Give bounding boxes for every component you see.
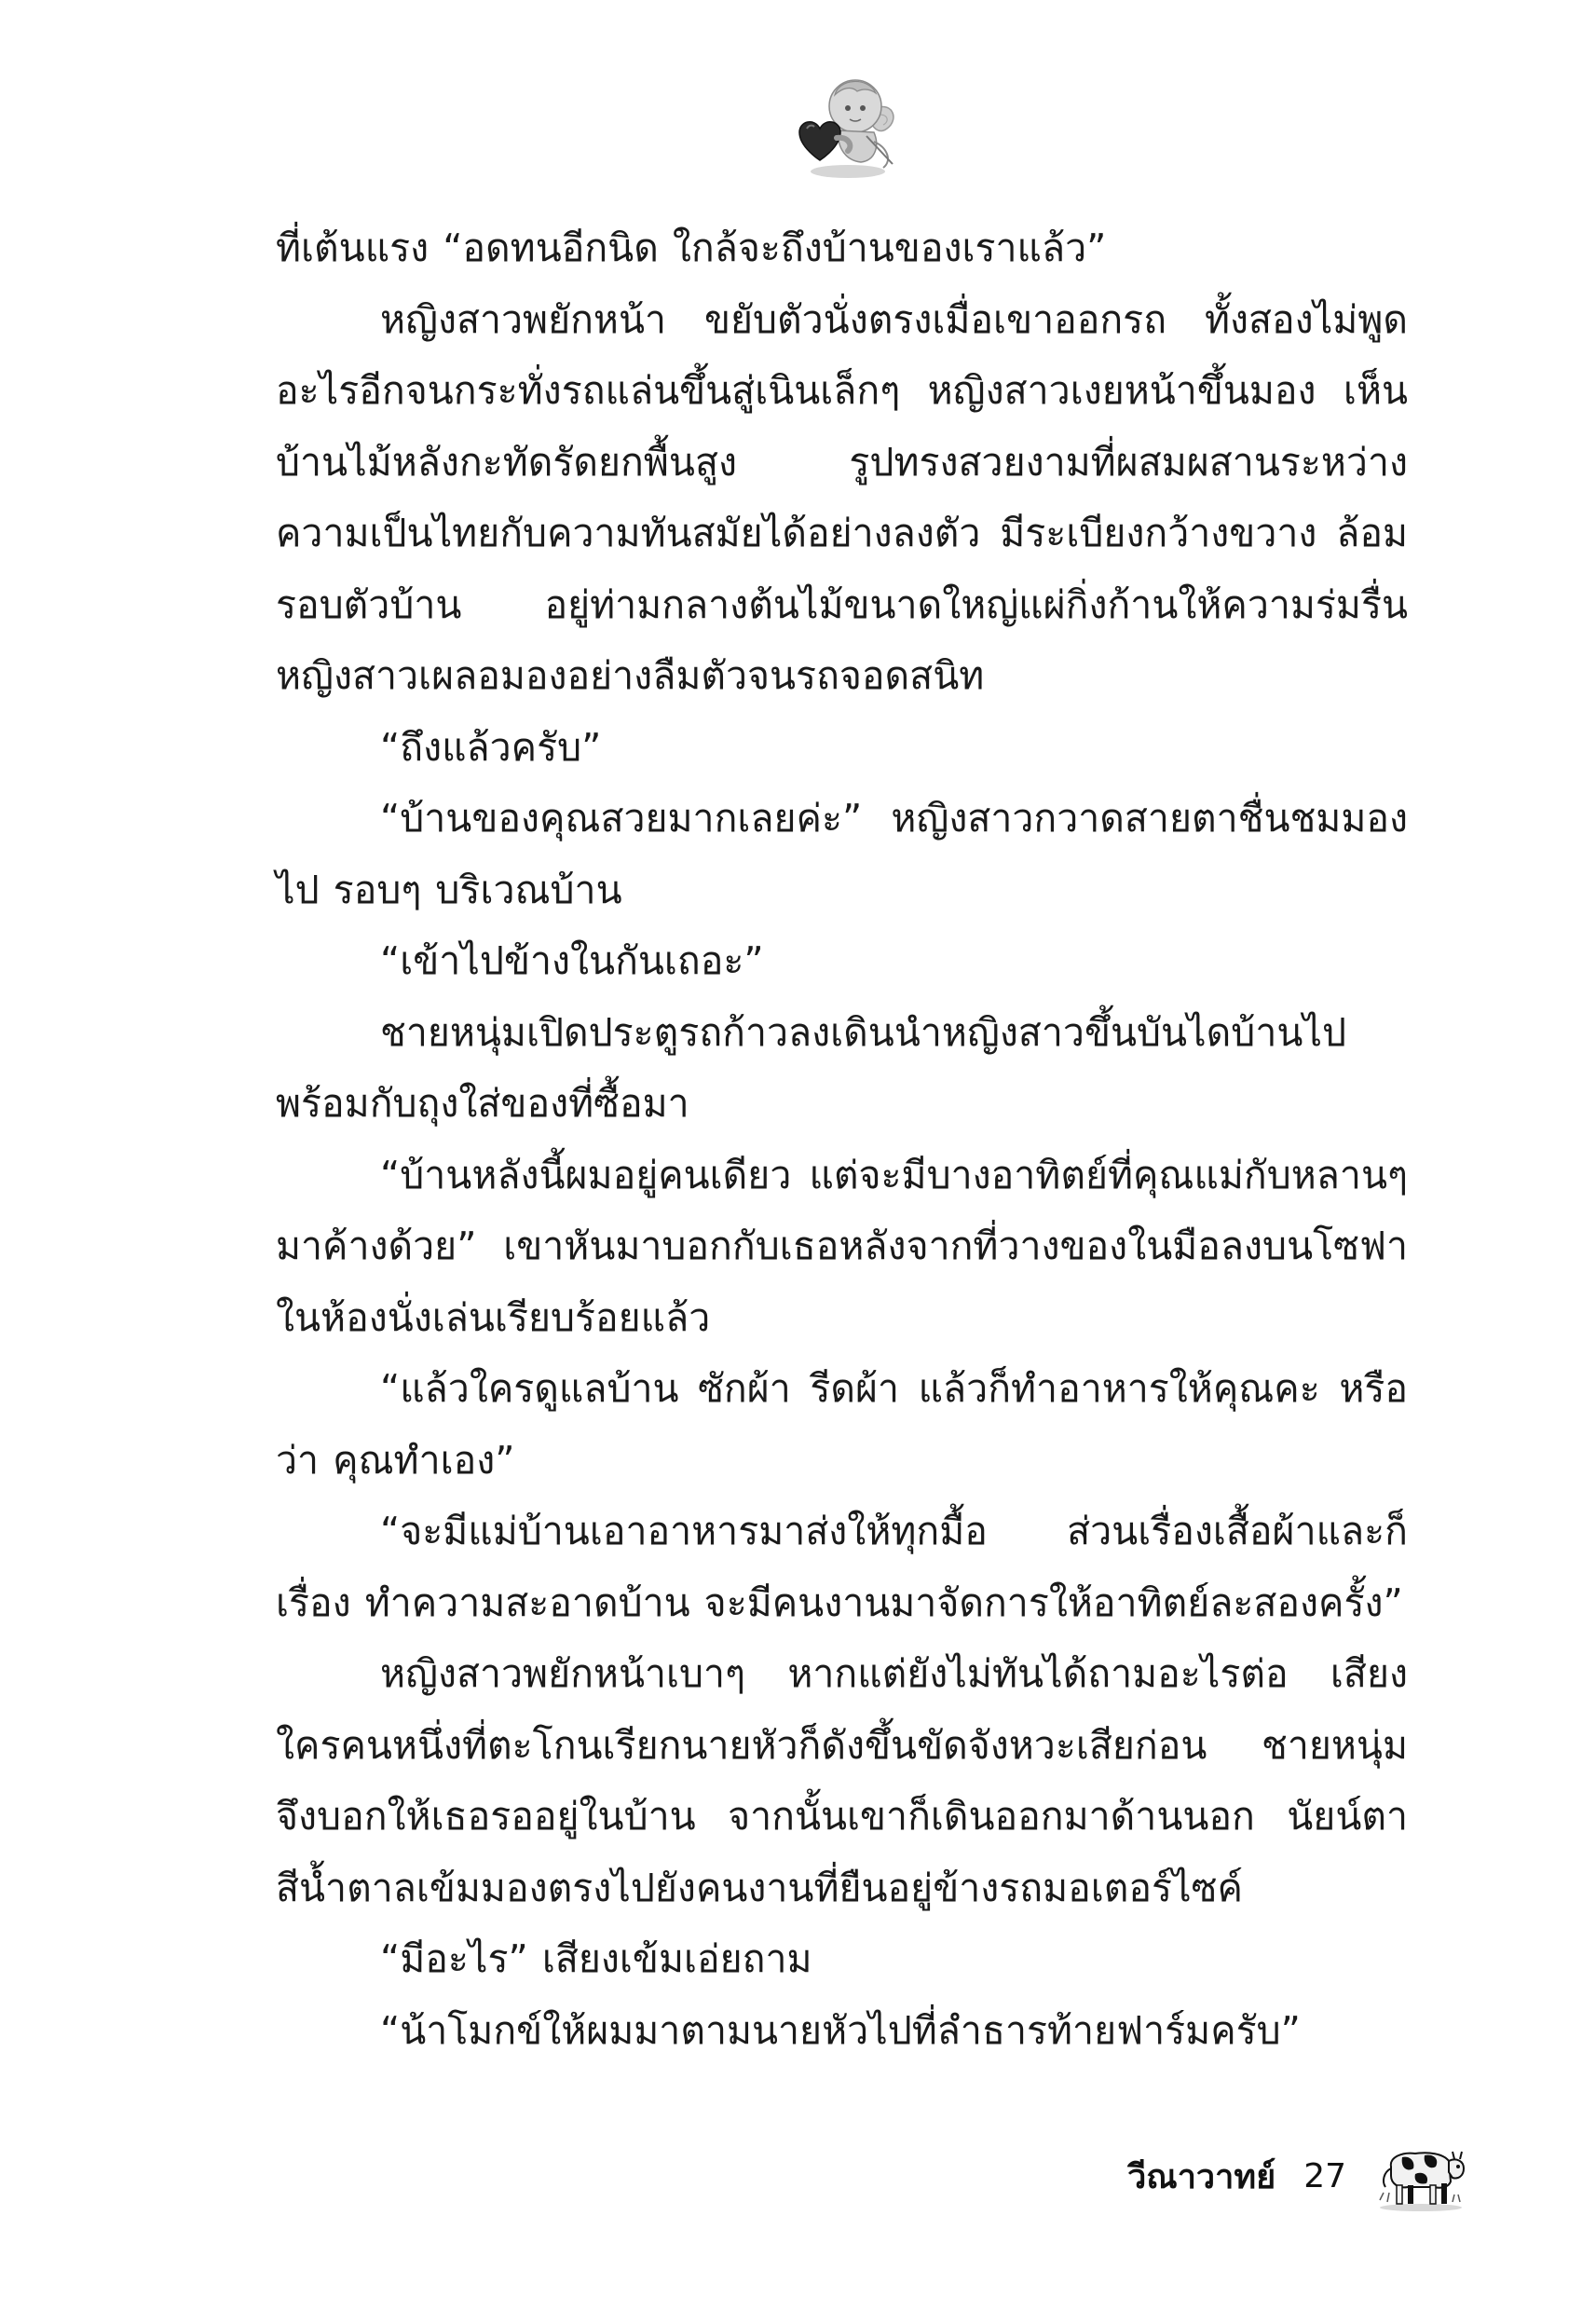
- paragraph: ชายหนุ่มเปิดประตูรถก้าวลงเดินนำหญิงสาวขึ้นบันไดบ้านไป พร้อมกับถุงใส่ของที่ซื้อมา: [276, 1009, 1347, 1126]
- paragraph: หญิงสาวพยักหน้าเบาๆ หากแต่ยังไม่ทันได้ถามอะไรต่อ เสียง ใครคนหนึ่งที่ตะโกนเรียกนายหัวก็ดังขึ้นขัดจังหวะเสียก่อน ชายหนุ่ม จึงบอกให้เธอรออยู่ในบ้าน จากนั้นเขาก็เดินออกมาด้านนอก นัยน์ตา สีน้ำตาลเข้มมองตรงไปยังคนงานที่ยืนอยู่ข้างรถมอเตอร์ไซค์: [276, 1651, 1408, 1910]
- body-text: [276, 212, 1408, 2066]
- paragraph: “น้าโมกข์ให้ผมมาตามนายหัวไปที่ลำธารท้ายฟาร์มครับ”: [380, 2007, 1301, 2053]
- cow-icon: [1374, 2139, 1467, 2213]
- page-number: 27: [1303, 2156, 1346, 2195]
- paragraph: “จะมีแม่บ้านเอาอาหารมาส่งให้ทุกมื้อ ส่วนเรื่องเสื้อผ้าและก็เรื่อง ทำความสะอาดบ้าน จะมีคนงานมาจัดการให้อาทิตย์ละสองครั้ง”: [276, 1509, 1408, 1625]
- paragraph: “บ้านของคุณสวยมากเลยค่ะ” หญิงสาวกวาดสายตาชื่นชมมองไป รอบๆ บริเวณบ้าน: [276, 796, 1408, 912]
- paragraph: “แล้วใครดูแลบ้าน ซักผ้า รีดผ้า แล้วก็ทำอาหารให้คุณคะ หรือว่า คุณทำเอง”: [276, 1366, 1408, 1483]
- paragraph: “ถึงแล้วครับ”: [380, 724, 602, 770]
- paragraph: ที่เต้นแรง “อดทนอีกนิด ใกล้จะถึงบ้านของเราแล้ว”: [276, 226, 1107, 270]
- paragraph: “มีอะไร” เสียงเข้มเอ่ยถาม: [380, 1936, 812, 1981]
- paragraph: หญิงสาวพยักหน้า ขยับตัวนั่งตรงเมื่อเขาออกรถ ทั้งสองไม่พูด อะไรอีกจนกระทั่งรถแล่นขึ้นสู่เนินเล็กๆ หญิงสาวเงยหน้าขึ้นมอง เห็น บ้านไม้หลังกะทัดรัดยกพื้นสูง รูปทรงสวยงามที่ผสมผสานระหว่าง ความเป็นไทยกับความทันสมัยได้อย่างลงตัว มีระเบียงกว้างขวาง ล้อมรอบตัวบ้าน อยู่ท่ามกลางต้นไม้ขนาดใหญ่แผ่กิ่งก้านให้ความร่มรื่น หญิงสาวเผลอมองอย่างลืมตัวจนรถจอดสนิท: [276, 296, 1408, 698]
- paragraph: “บ้านหลังนี้ผมอยู่คนเดียว แต่จะมีบางอาทิตย์ที่คุณแม่กับหลานๆ มาค้างด้วย” เขาหันมาบอกกับเธอหลังจากที่วางของในมือลงบนโซฟา ในห้องนั่งเล่นเรียบร้อยแล้ว: [276, 1152, 1408, 1340]
- page-footer: [1127, 2134, 1467, 2218]
- cupid-heart-icon: [783, 71, 904, 183]
- paragraph: “เข้าไปข้างในกันเถอะ”: [380, 938, 764, 983]
- book-title: วีณาวาทย์: [1127, 2157, 1276, 2196]
